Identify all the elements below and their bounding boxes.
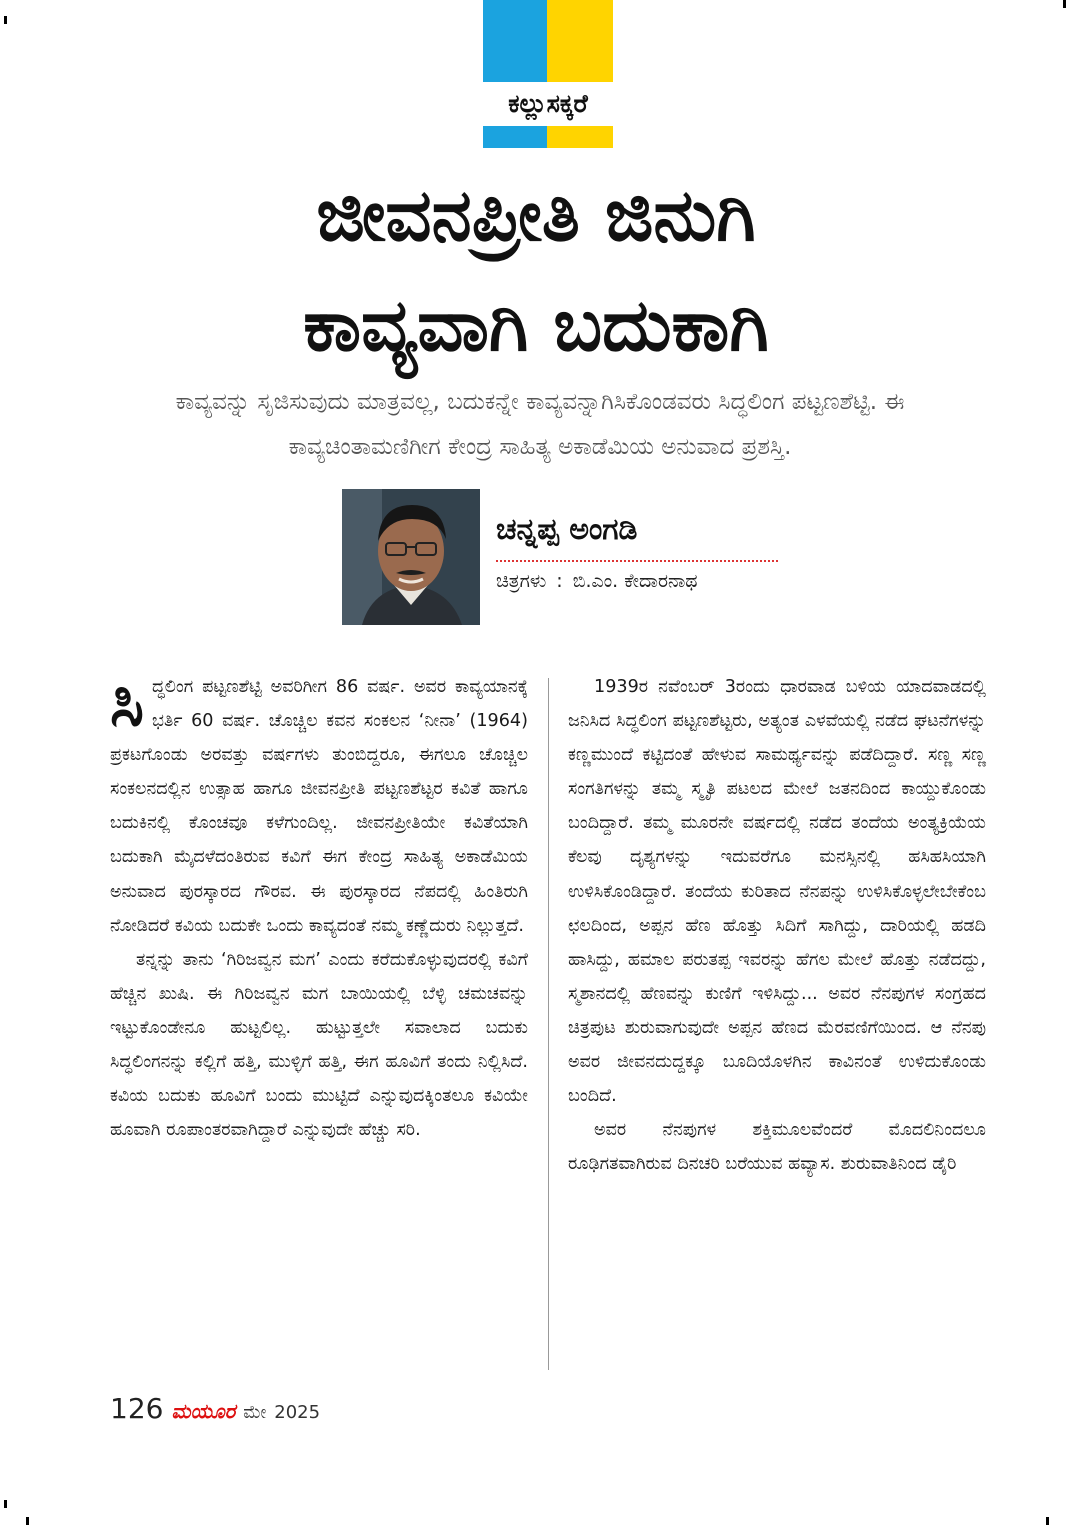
section-logo xyxy=(483,0,613,148)
body-paragraph: 1939ರ ನವೆಂಬರ್ 3ರಂದು ಧಾರವಾಡ ಬಳಿಯ ಯಾದವಾಡದಲ್ಲಿ ಜನಿಸಿದ ಸಿದ್ಧಲಿಂಗ ಪಟ್ಟಣಶೆಟ್ಟರು, ಅತ್ಯಂತ ಎಳವೆಯಲ್ಲಿ ನಡೆದ ಘಟನೆಗಳನ್ನು ಕಣ್ಣಮುಂದೆ ಕಟ್ಟಿದಂತೆ ಹೇಳುವ ಸಾಮರ್ಥ್ಯವನ್ನು ಪಡೆದಿದ್ದಾರೆ. ಸಣ್ಣ ಸಣ್ಣ ಸಂಗತಿಗಳನ್ನು ತಮ್ಮ ಸ್ಮೃತಿ ಪಟಲದ ಮೇಲೆ ಜತನದಿಂದ ಕಾಯ್ದುಕೊಂಡು ಬಂದಿದ್ದಾರೆ. ತಮ್ಮ ಮೂರನೇ ವರ್ಷದಲ್ಲಿ ನಡೆದ ತಂದೆಯ ಅಂತ್ಯಕ್ರಿಯೆಯ ಕೆಲವು ದೃಶ್ಯಗಳನ್ನು ಇದುವರೆಗೂ ಮನಸ್ಸಿನಲ್ಲಿ ಹಸಿಹಸಿಯಾಗಿ ಉಳಿಸಿಕೊಂಡಿದ್ದಾರೆ. ತಂದೆಯ ಕುರಿತಾದ ನೆನಪನ್ನು ಉಳಿಸಿಕೊಳ್ಳಲೇಬೇಕೆಂಬ ಛಲದಿಂದ, ಅಪ್ಪನ ಹೆಣ ಹೊತ್ತು ಸಿದಿಗೆ ಸಾಗಿದ್ದು, ದಾರಿಯಲ್ಲಿ ಹಡದಿ ಹಾಸಿದ್ದು, ಹಮಾಲ ಪರುತಪ್ಪ ಇವರನ್ನು ಹೆಗಲ ಮೇಲೆ ಹೊತ್ತು ನಡೆದದ್ದು, ಸ್ಮಶಾನದಲ್ಲಿ ಹೆಣವನ್ನು ಕುಣಿಗೆ ಇಳಿಸಿದ್ದು... ಅವರ ನೆನಪುಗಳ ಸಂಗ್ರಹದ ಚಿತ್ರಪುಟ ಶುರುವಾಗುವುದೇ ಅಪ್ಪನ ಹೆಣದ ಮೆರವಣಿಗೆಯಿಂದ. ಆ ನೆನಪು ಅವರ ಜೀವನದುದ್ದಕ್ಕೂ ಬೂದಿಯೊಳಗಿನ ಕಾವಿನಂತೆ ಉಳಿದುಕೊಂಡು ಬಂದಿದೆ. xyxy=(568,677,986,1107)
photo-credit-separator: : xyxy=(556,570,563,592)
drop-cap: ಸಿ xyxy=(110,667,144,741)
photo-credit xyxy=(496,566,698,596)
body-column-right xyxy=(568,670,986,1181)
logo-yellow-block xyxy=(547,0,613,82)
author-name: ಚನ್ನಪ್ಪ ಅಂಗಡಿ xyxy=(496,512,638,547)
body-paragraph: ತನ್ನನ್ನು ತಾನು ‘ಗಿರಿಜವ್ವನ ಮಗ’ ಎಂದು ಕರೆದುಕೊಳ್ಳುವುದರಲ್ಲಿ ಕವಿಗೆ ಹೆಚ್ಚಿನ ಖುಷಿ. ಈ ಗಿರಿಜವ್ವನ ಮಗ ಬಾಯಿಯಲ್ಲಿ ಬೆಳ್ಳಿ ಚಮಚವನ್ನು ಇಟ್ಟುಕೊಂಡೇನೂ ಹುಟ್ಟಲಿಲ್ಲ. ಹುಟ್ಟುತ್ತಲೇ ಸವಾಲಾದ ಬದುಕು ಸಿದ್ಧಲಿಂಗನನ್ನು ಕಲ್ಲಿಗೆ ಹತ್ತಿ, ಮುಳ್ಳಿಗೆ ಹತ್ತಿ, ಈಗ ಹೂವಿಗೆ ತಂದು ನಿಲ್ಲಿಸಿದೆ. ಕವಿಯ ಬದುಕು ಹೂವಿಗೆ ಬಂದು ಮುಟ್ಟಿದೆ ಎನ್ನುವುದಕ್ಕಿಂತಲೂ ಕವಿಯೇ ಹೂವಾಗಿ ರೂಪಾಂತರವಾಗಿದ್ದಾರೆ ಎನ್ನುವುದೇ ಹೆಚ್ಚು ಸರಿ. xyxy=(110,949,528,1141)
crop-mark-mid-left xyxy=(4,1500,7,1508)
portrait-illustration xyxy=(342,489,480,625)
body-paragraph: ಅವರ ನೆನಪುಗಳ ಶಕ್ತಿಮೂಲವೆಂದರೆ ಮೊದಲಿನಿಂದಲೂ ರೂಢಿಗತವಾಗಿರುವ ದಿನಚರಿ ಬರೆಯುವ ಹವ್ಯಾಸ. ಶುರುವಾತಿನಿಂದ ಡೈರಿ xyxy=(568,1120,986,1175)
page-footer xyxy=(110,1392,320,1432)
body-paragraph xyxy=(110,667,529,943)
logo-blue-strip xyxy=(483,126,547,148)
headline-line-1: ಜೀವನಪ್ರೀತಿ ಜಿನುಗಿ xyxy=(316,173,756,257)
crop-mark-bottom-right xyxy=(1046,1517,1049,1525)
crop-mark-top-left xyxy=(4,16,7,24)
author-photo xyxy=(342,489,480,625)
photo-credit-label: ಚಿತ್ರಗಳು xyxy=(496,570,547,592)
standfirst: ಕಾವ್ಯವನ್ನು ಸೃಜಿಸುವುದು ಮಾತ್ರವಲ್ಲ, ಬದುಕನ್ನೇ ಕಾವ್ಯವನ್ನಾಗಿಸಿಕೊಂಡವರು ಸಿದ್ಧಲಿಂಗ ಪಟ್ಟಣಶೆಟ್ಟಿ. ಈ ಕಾವ್ಯಚಿಂತಾಮಣಿಗೀಗ ಕೇಂದ್ರ ಸಾಹಿತ್ಯ ಅಕಾಡೆಮಿಯ ಅನುವಾದ ಪ್ರಶಸ್ತಿ. xyxy=(175,389,905,460)
logo-yellow-strip xyxy=(547,126,613,148)
issue-year: 2025 xyxy=(274,1402,321,1423)
page-number: 126 xyxy=(110,1392,164,1425)
section-label: ಕಲ್ಲುಸಕ್ಕರೆ xyxy=(483,82,613,126)
photographer-name: ಬಿ.ಎಂ. ಕೇದಾರನಾಥ xyxy=(572,570,698,592)
column-divider xyxy=(548,678,549,1370)
headline-line-2: ಕಾವ್ಯವಾಗಿ ಬದುಕಾಗಿ xyxy=(303,283,769,367)
logo-blue-block xyxy=(483,0,547,82)
magazine-logo: ಮಯೂರ xyxy=(171,1399,236,1423)
issue-month: ಮೇ xyxy=(243,1402,267,1423)
headline xyxy=(60,160,1012,380)
crop-mark-bottom-left xyxy=(26,1517,29,1525)
byline-divider xyxy=(496,560,778,562)
paragraph-text: ದ್ಧಲಿಂಗ ಪಟ್ಟಣಶೆಟ್ಟಿ ಅವರಿಗೀಗ 86 ವರ್ಷ. ಅವರ ಕಾವ್ಯಯಾನಕ್ಕೆ ಭರ್ತಿ 60 ವರ್ಷ. ಚೊಚ್ಚಿಲ ಕವನ ಸಂಕಲನ ‘ನೀನಾ’ (1964) ಪ್ರಕಟಗೊಂಡು ಅರವತ್ತು ವರ್ಷಗಳು ತುಂಬಿದ್ದರೂ, ಈಗಲೂ ಚೊಚ್ಚಿಲ ಸಂಕಲನದಲ್ಲಿನ ಉತ್ಸಾಹ ಹಾಗೂ ಜೀವನಪ್ರೀತಿ ಪಟ್ಟಣಶೆಟ್ಟರ ಕವಿತೆ ಹಾಗೂ ಬದುಕಿನಲ್ಲಿ ಕೊಂಚವೂ ಕಳೆಗುಂದಿಲ್ಲ. ಜೀವನಪ್ರೀತಿಯೇ ಕವಿತೆಯಾಗಿ ಬದುಕಾಗಿ ಮೈದಳೆದಂತಿರುವ ಕವಿಗೆ ಈಗ ಕೇಂದ್ರ ಸಾಹಿತ್ಯ ಅಕಾಡೆಮಿಯ ಅನುವಾದ ಪುರಸ್ಕಾರದ ಗೌರವ. ಈ ಪುರಸ್ಕಾರದ ನೆಪದಲ್ಲಿ ಹಿಂತಿರುಗಿ ನೋಡಿದರೆ ಕವಿಯ ಬದುಕೇ ಒಂದು ಕಾವ್ಯದಂತೆ ನಮ್ಮ ಕಣ್ಣೆದುರು ನಿಲ್ಲುತ್ತದೆ. xyxy=(110,677,529,936)
body-column-left xyxy=(110,667,529,1147)
crop-mark-top-right xyxy=(1063,0,1066,8)
